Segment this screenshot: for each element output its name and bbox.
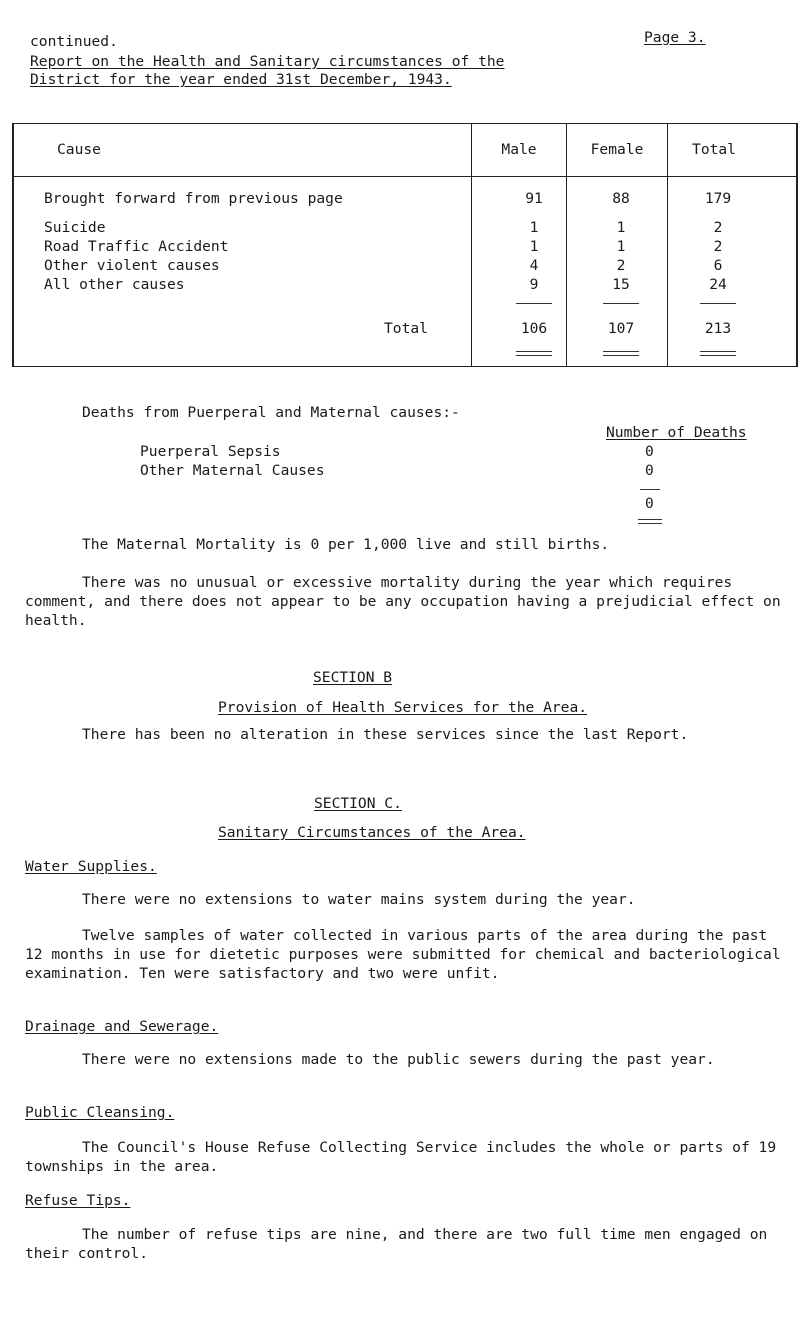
row-cause: All other causes <box>44 276 185 293</box>
maternal-mortality-text <box>25 535 785 554</box>
water-supplies-heading: Water Supplies. <box>25 858 157 875</box>
col-divider <box>471 124 472 366</box>
row-cause: Road Traffic Accident <box>44 238 229 255</box>
section-b-paragraph <box>25 725 785 744</box>
row-female: 1 <box>616 238 626 255</box>
unusual-mortality-span: There was no unusual or excessive mortality during the year which requires comment, and there does not appear to be any occupation having a prejudicial effect on health. <box>25 574 781 629</box>
row-male: 91 <box>525 190 543 207</box>
refuse-tips-heading: Refuse Tips. <box>25 1192 131 1209</box>
water-p2-span: Twelve samples of water collected in various parts of the area during the past 12 months in use for dietetic purposes were submitted for chemical and bacteriological examination. Ten were satisfactory and two were unfit. <box>25 927 781 982</box>
section-c-subheading: Sanitary Circumstances of the Area. <box>218 824 526 841</box>
section-b-heading: SECTION B <box>313 669 393 686</box>
maternal-heading: Deaths from Puerperal and Maternal causes:- <box>82 404 460 421</box>
total-female: 107 <box>607 320 635 337</box>
row-male: 1 <box>529 238 539 255</box>
row-female: 1 <box>616 219 626 236</box>
double-rule <box>700 351 736 356</box>
row-female: 2 <box>616 257 626 274</box>
maternal-subtotal-rule <box>640 489 660 490</box>
water-paragraph-1 <box>25 890 785 909</box>
water-paragraph-2 <box>25 926 785 983</box>
row-male: 1 <box>529 219 539 236</box>
report-title-line2: District for the year ended 31st December, 1943. <box>30 71 452 88</box>
subtotal-rule <box>516 303 552 304</box>
section-b-subheading: Provision of Health Services for the Area. <box>218 699 588 716</box>
row-cause: Suicide <box>44 219 106 236</box>
cleansing-span: The Council's House Refuse Collecting Service includes the whole or parts of 19 townships in the area. <box>25 1139 777 1175</box>
total-male: 106 <box>520 320 548 337</box>
row-female: 88 <box>612 190 630 207</box>
section-c-heading: SECTION C. <box>314 795 402 812</box>
water-p1-span: There were no extensions to water mains system during the year. <box>82 891 636 908</box>
column-header-female: Female <box>590 141 644 158</box>
row-total: 2 <box>713 219 723 236</box>
maternal-total: 0 <box>645 495 654 512</box>
section-b-span: There has been no alteration in these services since the last Report. <box>82 726 689 743</box>
maternal-double-rule <box>638 519 662 524</box>
column-header-total: Total <box>692 141 736 158</box>
row-male: 9 <box>529 276 539 293</box>
row-cause: Other violent causes <box>44 257 220 274</box>
row-female: 15 <box>612 276 630 293</box>
double-rule <box>516 351 552 356</box>
total-label: Total <box>384 320 428 337</box>
subtotal-rule <box>603 303 639 304</box>
tips-span: The number of refuse tips are nine, and there are two full time men engaged on their control. <box>25 1226 768 1262</box>
page-number: Page 3. <box>644 29 706 46</box>
row-total: 6 <box>713 257 723 274</box>
public-cleansing-heading: Public Cleansing. <box>25 1104 175 1121</box>
column-header-cause: Cause <box>57 141 101 158</box>
maternal-row-label: Other Maternal Causes <box>140 462 325 479</box>
maternal-row-value: 0 <box>645 462 654 479</box>
mortality-table <box>12 123 798 367</box>
unusual-mortality-paragraph <box>25 573 785 630</box>
number-of-deaths-header: Number of Deaths <box>606 424 747 441</box>
cleansing-paragraph <box>25 1138 785 1176</box>
drainage-heading: Drainage and Sewerage. <box>25 1018 219 1035</box>
continued-label: continued. <box>30 33 118 50</box>
drainage-paragraph <box>25 1050 785 1069</box>
report-title-line1: Report on the Health and Sanitary circumstances of the <box>30 53 505 70</box>
maternal-row-label: Puerperal Sepsis <box>140 443 281 460</box>
row-cause: Brought forward from previous page <box>44 190 343 207</box>
double-rule <box>603 351 639 356</box>
drainage-span: There were no extensions made to the public sewers during the past year. <box>82 1051 715 1068</box>
refuse-tips-paragraph <box>25 1225 785 1263</box>
header-divider <box>14 176 796 177</box>
row-total: 179 <box>704 190 732 207</box>
total-total: 213 <box>704 320 732 337</box>
row-male: 4 <box>529 257 539 274</box>
maternal-row-value: 0 <box>645 443 654 460</box>
subtotal-rule <box>700 303 736 304</box>
column-header-male: Male <box>501 141 537 158</box>
row-total: 2 <box>713 238 723 255</box>
row-total: 24 <box>709 276 727 293</box>
maternal-mortality-span: The Maternal Mortality is 0 per 1,000 live and still births. <box>82 536 610 553</box>
